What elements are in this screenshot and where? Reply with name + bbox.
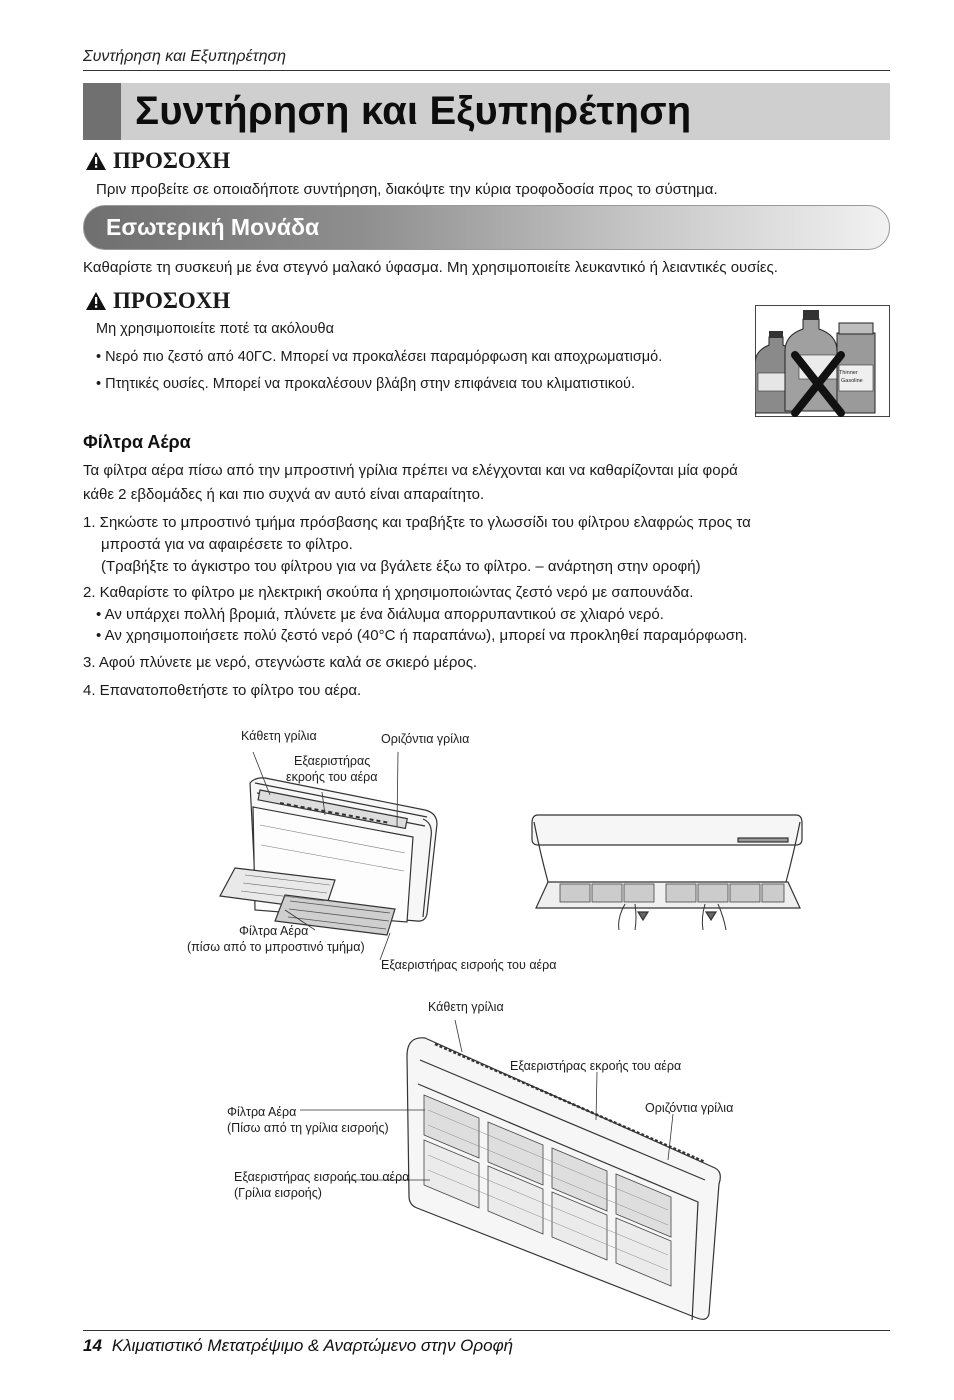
fig1-horizontal-louver-label: Οριζόντια γρίλια xyxy=(381,732,470,746)
page-number: 14 xyxy=(83,1336,102,1355)
footer-doc-title: Κλιματιστικό Μετατρέψιμο & Αναρτώμενο στην Οροφή xyxy=(111,1336,514,1355)
footer-rule xyxy=(83,1330,890,1331)
caution-lead: Μη χρησιμοποιείτε ποτέ τα ακόλουθα xyxy=(96,321,334,337)
header-rule xyxy=(83,70,890,71)
fig1-outlet-label-2: εκροής του αέρα xyxy=(286,770,378,784)
section-intro: Καθαρίστε τη συσκευή με ένα στεγνό μαλακό ύφασμα. Μη χρησιμοποιείτε λευκαντικό ή λειαντικές ουσίες. xyxy=(83,259,778,276)
caution-heading-1 xyxy=(85,148,230,174)
step-2: 2. Καθαρίστε το φίλτρο με ηλεκτρική σκούπα ή χρησιμοποιώντας ζεστό νερό με σαπουνάδα. xyxy=(83,584,694,601)
bottle-label-gasoline: Gasoline xyxy=(841,378,863,384)
section-title: Εσωτερική Μονάδα xyxy=(106,214,320,240)
step-3: 3. Αφού πλύνετε με νερό, στεγνώστε καλά σε σκιερό μέρος. xyxy=(83,654,478,671)
air-filter-intro-1: Τα φίλτρα αέρα πίσω από την μπροστινή γρίλια πρέπει να ελέγχονται και να καθαρίζονται μία φορά xyxy=(83,462,738,479)
step-1: 1. Σηκώστε το μπροστινό τμήμα πρόσβασης και τραβήξτε το γλωσσίδι του φίλτρου ελαφρώς προς τα xyxy=(83,514,751,531)
caution-label-1: ΠΡΟΣΟΧΗ xyxy=(113,148,231,173)
fig2-filter-label-2: (Πίσω από τη γρίλια εισροής) xyxy=(227,1121,389,1135)
fig2-inlet-label-2: (Γρίλια εισροής) xyxy=(234,1186,322,1200)
fig1-outlet-label-1: Εξαεριστήρας xyxy=(294,754,371,768)
figure-ceiling-filter-removal xyxy=(530,812,805,932)
fig1-filter-label-1: Φίλτρα Αέρα xyxy=(239,924,309,938)
step-1-cont: μπροστά για να αφαιρέσετε το φίλτρο. xyxy=(101,536,353,553)
step-2-bullet-2: • Αν χρησιμοποιήσετε πολύ ζεστό νερό (40°C ή παραπάνω), μπορεί να προκληθεί παραμόρφωση. xyxy=(96,627,748,644)
title-tab xyxy=(83,83,121,140)
caution-label-2: ΠΡΟΣΟΧΗ xyxy=(113,288,231,313)
running-header: Συντήρηση και Εξυπηρέτηση xyxy=(83,48,287,65)
warning-icon xyxy=(85,291,107,311)
step-4: 4. Επανατοποθετήστε το φίλτρο του αέρα. xyxy=(83,682,362,699)
fig1-vertical-louver-label: Κάθετη γρίλια xyxy=(241,729,317,743)
caution-heading-2 xyxy=(85,288,230,314)
air-filter-heading: Φίλτρα Αέρα xyxy=(83,432,191,452)
air-filter-intro-2: κάθε 2 εβδομάδες ή και πιο συχνά αν αυτό είναι απαραίτητο. xyxy=(83,486,485,503)
warning-icon xyxy=(85,151,107,171)
caution-bullet-2: • Πτητικές ουσίες. Μπορεί να προκαλέσουν βλάβη στην επιφάνεια του κλιματιστικού. xyxy=(96,376,635,392)
section-heading-bar xyxy=(83,205,890,250)
page-footer xyxy=(83,1336,513,1356)
fig2-filter-label-1: Φίλτρα Αέρα xyxy=(227,1105,297,1119)
fig1-inlet-label: Εξαεριστήρας εισροής του αέρα xyxy=(381,958,557,972)
no-solvents-illustration xyxy=(755,305,890,417)
step-1-note: (Τραβήξτε το άγκιστρο του φίλτρου για να βγάλετε έξω το φίλτρο. – ανάρτηση στην οροφή) xyxy=(101,558,701,575)
fig2-horizontal-louver-label: Οριζόντια γρίλια xyxy=(645,1101,734,1115)
caution-bullet-1: • Νερό πιο ζεστό από 40ΓC. Μπορεί να προκαλέσει παραμόρφωση και αποχρωματισμό. xyxy=(96,349,663,365)
fig2-outlet-label: Εξαεριστήρας εκροής του αέρα xyxy=(510,1059,682,1073)
fig1-filter-label-2: (πίσω από το μπροστινό τμήμα) xyxy=(187,940,365,954)
bottle-label-thinner: Thinner xyxy=(839,370,858,376)
fig2-vertical-louver-label: Κάθετη γρίλια xyxy=(428,1000,504,1014)
page-title-bar xyxy=(83,83,890,140)
caution-text-1: Πριν προβείτε σε οποιαδήποτε συντήρηση, διακόψτε την κύρια τροφοδοσία προς το σύστημα. xyxy=(96,181,718,198)
page-title: Συντήρηση και Εξυπηρέτηση xyxy=(135,89,692,133)
step-2-bullet-1: • Αν υπάρχει πολλή βρομιά, πλύνετε με ένα διάλυμα απορρυπαντικού σε χλιαρό νερό. xyxy=(96,606,664,623)
fig2-inlet-label-1: Εξαεριστήρας εισροής του αέρα xyxy=(234,1170,410,1184)
